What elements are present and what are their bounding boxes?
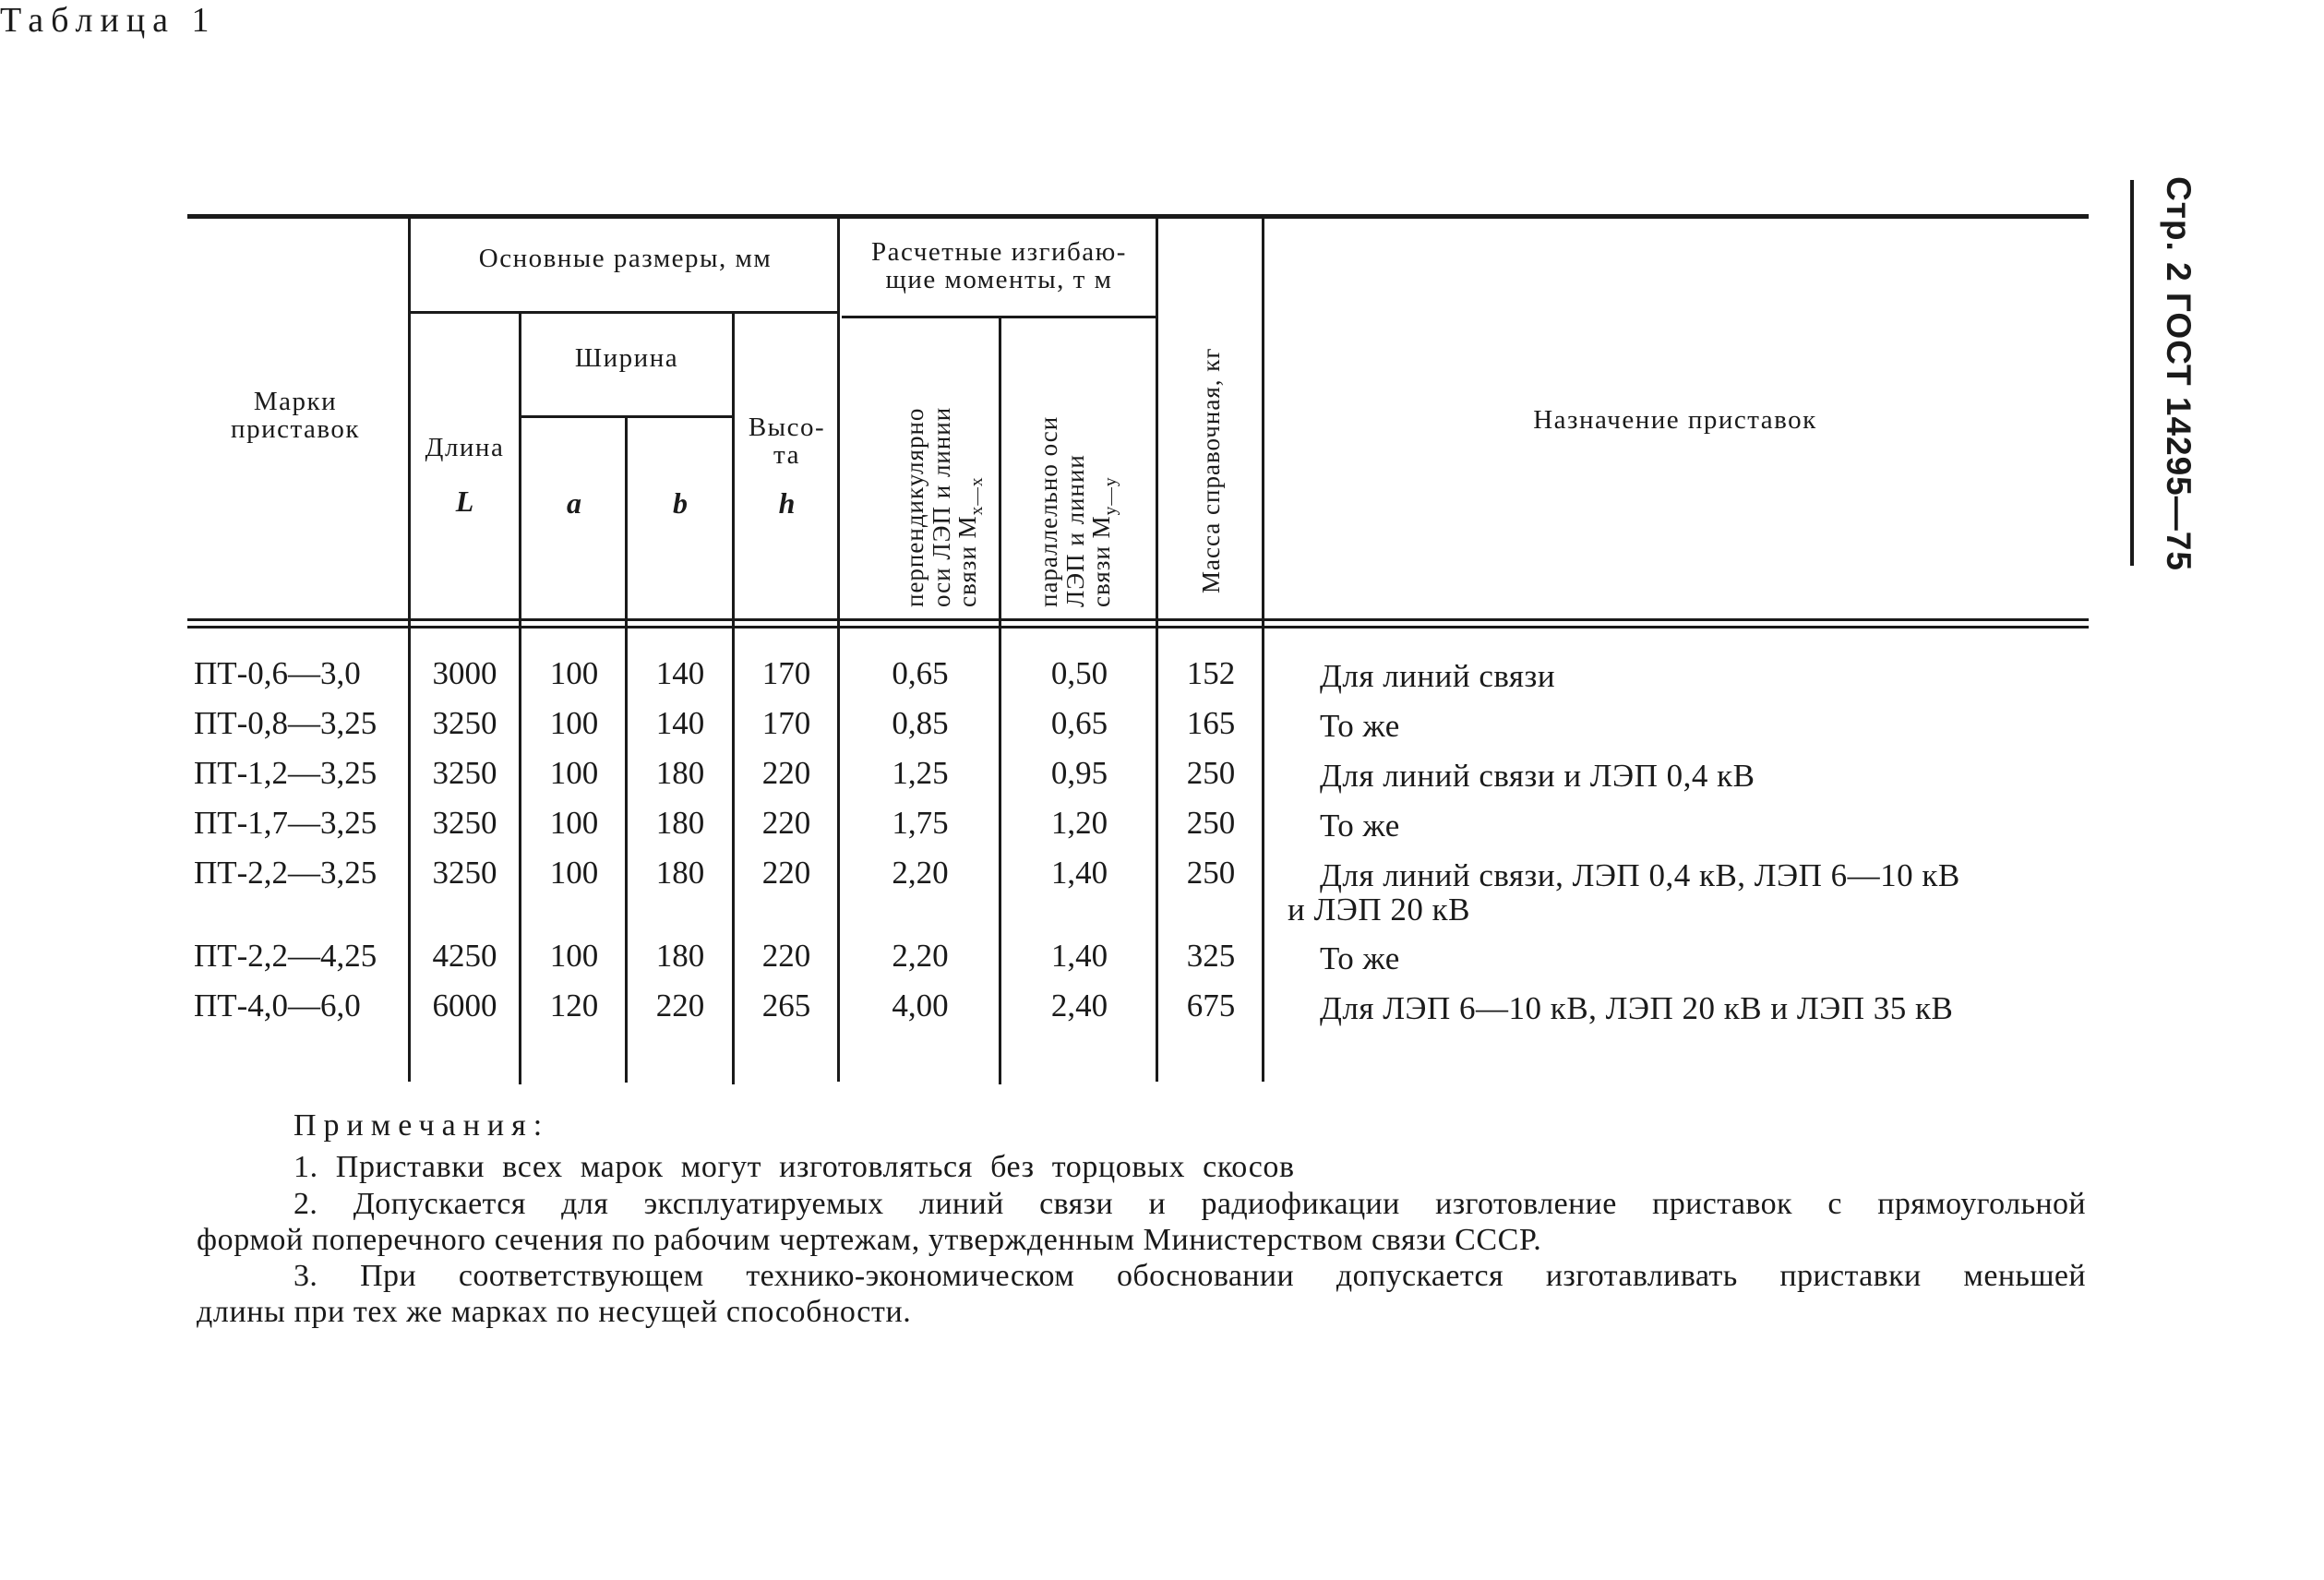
col-divider-7 — [1156, 219, 1158, 1082]
row-a: 100 — [549, 705, 599, 741]
row-my: 0,95 — [1050, 755, 1108, 791]
row-b: 140 — [655, 655, 705, 691]
row-mass: 250 — [1186, 855, 1236, 891]
row-h: 220 — [761, 805, 811, 841]
row-mx: 1,75 — [892, 805, 949, 841]
row-length: 6000 — [432, 988, 497, 1023]
row-a: 100 — [549, 655, 599, 691]
header-main-dims: Основные размеры, мм — [478, 244, 773, 273]
perp-line-2: оси ЛЭП и линии — [927, 406, 955, 607]
header-moment-perpendicular — [902, 330, 990, 607]
header-length-symbol: L — [455, 485, 474, 518]
header-bottom-rule-1 — [187, 618, 2089, 621]
col-divider-6 — [999, 318, 1001, 1084]
row-b: 140 — [655, 705, 705, 741]
header-moments: Расчетные изгибаю- щие моменты, т м — [871, 237, 1127, 295]
par-line-3 — [1088, 367, 1120, 607]
row-length: 3250 — [432, 755, 497, 791]
row-mark: ПТ-1,7—3,25 — [194, 805, 377, 841]
header-height: Высо- та — [748, 413, 826, 471]
side-label-rule — [2130, 180, 2134, 566]
perp-line-3 — [954, 330, 987, 607]
row-mx: 0,65 — [892, 655, 949, 691]
row-purpose: Для ЛЭП 6—10 кВ, ЛЭП 20 кВ и ЛЭП 35 кВ — [1320, 990, 1954, 1026]
note-3-line-1: 3. При соответствующем технико-экономическом обосновании допускается изготавливать приставки меньшей — [293, 1259, 2086, 1293]
row-length: 3250 — [432, 855, 497, 891]
row-mass: 250 — [1186, 805, 1236, 841]
header-marks: Марки приставок — [231, 387, 360, 445]
row-purpose: Для линий связи, ЛЭП 0,4 кВ, ЛЭП 6—10 кВ — [1320, 857, 1960, 893]
row-h: 265 — [761, 988, 811, 1023]
header-moment-parallel — [1036, 367, 1124, 607]
row-b: 180 — [655, 805, 705, 841]
row-mass: 675 — [1186, 988, 1236, 1023]
row-length: 3250 — [432, 705, 497, 741]
row-a: 120 — [549, 988, 599, 1023]
row-a: 100 — [549, 855, 599, 891]
row-mark: ПТ-2,2—3,25 — [194, 855, 377, 891]
row-length: 3250 — [432, 805, 497, 841]
par-line-3-text: связи M — [1087, 515, 1116, 607]
row-purpose: То же — [1320, 808, 1400, 844]
col-divider-5 — [837, 219, 840, 1082]
row-mx: 2,20 — [892, 855, 949, 891]
header-b: b — [673, 486, 688, 520]
table-title: Таблица 1 — [0, 1, 217, 40]
par-line-1: параллельно оси — [1035, 415, 1062, 607]
col-divider-1 — [408, 219, 411, 1082]
col-divider-8 — [1262, 219, 1264, 1082]
side-page-label — [2155, 176, 2201, 571]
row-purpose: То же — [1320, 940, 1400, 976]
row-mx: 0,85 — [892, 705, 949, 741]
row-purpose-continued: и ЛЭП 20 кВ — [1288, 892, 1470, 928]
par-subscript: y—y — [1101, 476, 1121, 516]
side-label-text: Стр. 2 ГОСТ 14295—75 — [2160, 176, 2198, 571]
table-top-rule — [187, 214, 2089, 219]
row-b: 220 — [655, 988, 705, 1023]
header-length: Длина — [425, 433, 505, 462]
row-h: 170 — [761, 705, 811, 741]
note-2-line-1: 2. Допускается для эксплуатируемых линий связи и радиофикации изготовление приставок с прямоугольной — [293, 1187, 2086, 1221]
row-my: 1,40 — [1050, 855, 1108, 891]
row-mark: ПТ-1,2—3,25 — [194, 755, 377, 791]
perp-line-1: перпендикулярно — [901, 407, 928, 607]
row-b: 180 — [655, 755, 705, 791]
row-mx: 2,20 — [892, 938, 949, 974]
row-mark: ПТ-0,8—3,25 — [194, 705, 377, 741]
note-2-line-2: формой поперечного сечения по рабочим чертежам, утвержденным Министерством связи СССР. — [197, 1223, 1542, 1257]
row-my: 2,40 — [1050, 988, 1108, 1023]
row-mass: 325 — [1186, 938, 1236, 974]
row-h: 220 — [761, 938, 811, 974]
header-width: Ширина — [574, 343, 679, 373]
row-h: 170 — [761, 655, 811, 691]
row-mark: ПТ-0,6—3,0 — [194, 655, 361, 691]
par-line-2: ЛЭП и линии — [1060, 454, 1089, 607]
row-my: 0,50 — [1050, 655, 1108, 691]
perp-subscript: x—x — [967, 476, 988, 516]
notes-heading: Примечания: — [293, 1108, 550, 1143]
header-bottom-rule-2 — [187, 626, 2089, 628]
col-divider-3 — [625, 418, 628, 1083]
perp-line-3-text: связи M — [953, 515, 982, 607]
row-mass: 250 — [1186, 755, 1236, 791]
note-1: 1. Приставки всех марок могут изготовляться без торцовых скосов — [293, 1150, 1295, 1184]
row-mass: 152 — [1186, 655, 1236, 691]
row-purpose: Для линий связи — [1320, 658, 1556, 694]
header-mass: Масса справочная, кг — [1197, 347, 1225, 593]
col-divider-4 — [732, 314, 735, 1084]
main-dims-rule — [411, 311, 837, 314]
row-mark: ПТ-4,0—6,0 — [194, 988, 361, 1023]
row-h: 220 — [761, 755, 811, 791]
row-mx: 4,00 — [892, 988, 949, 1023]
row-length: 4250 — [432, 938, 497, 974]
row-a: 100 — [549, 755, 599, 791]
row-a: 100 — [549, 805, 599, 841]
row-my: 1,40 — [1050, 938, 1108, 974]
row-mx: 1,25 — [892, 755, 949, 791]
row-my: 0,65 — [1050, 705, 1108, 741]
row-b: 180 — [655, 938, 705, 974]
row-a: 100 — [549, 938, 599, 974]
header-purpose: Назначение приставок — [1533, 405, 1817, 435]
row-length: 3000 — [432, 655, 497, 691]
header-a: a — [567, 486, 581, 520]
row-b: 180 — [655, 855, 705, 891]
row-h: 220 — [761, 855, 811, 891]
row-purpose: То же — [1320, 708, 1400, 744]
note-3-line-2: длины при тех же марках по несущей способности. — [197, 1295, 912, 1329]
row-mark: ПТ-2,2—4,25 — [194, 938, 377, 974]
header-height-symbol: h — [778, 486, 796, 520]
row-purpose: Для линий связи и ЛЭП 0,4 кВ — [1320, 758, 1755, 794]
col-divider-2 — [519, 314, 521, 1084]
row-mass: 165 — [1186, 705, 1236, 741]
row-my: 1,20 — [1050, 805, 1108, 841]
